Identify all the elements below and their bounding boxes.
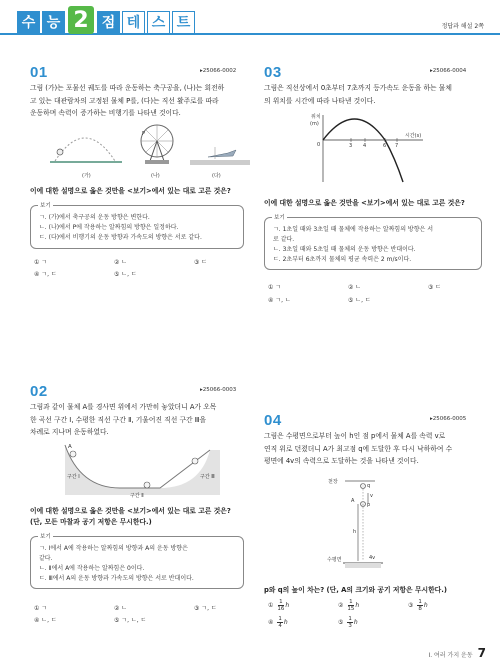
q1-text: 그림 (가)는 포물선 궤도를 따라 운동하는 축구공을, (나)는 회전하 고 있는 대관람차의 고정된 물체 P를, (다)는 직선 활주로를 따라 운동하며 속력이 증가하는 비행기를 나타낸 것이다. <box>30 84 225 117</box>
title-char: 스 <box>147 11 170 34</box>
svg-text:q: q <box>367 483 371 489</box>
q3-prompt: 이에 대한 설명으로 옳은 것만을 <보기>에서 있는 대로 고른 것은? <box>264 199 465 207</box>
svg-text:위치: 위치 <box>311 114 321 120</box>
q1-box: 보기 ㄱ. (가)에서 축구공의 운동 방향은 변한다. ㄴ. (나)에서 P에 작용하는 알짜힘의 방향은 일정하다. ㄷ. (다)에서 비행기의 운동 방향과 가속도의 방향은 서로 같다. <box>30 205 244 249</box>
section-title <box>17 8 197 36</box>
svg-text:p: p <box>367 502 371 508</box>
page-footer <box>428 646 486 660</box>
choice-2[interactable]: ② 1 15 h <box>338 599 360 612</box>
q3-box: 보기 ㄱ. 1초일 때와 3초일 때 물체에 작용하는 알짜힘의 방향은 서 로 같다. ㄴ. 3초일 때와 5초일 때 물체의 운동 방향은 반대이다. ㄷ. 2초부터 6초까지 물체의 평균 속력은 2 m/s이다. <box>264 217 482 270</box>
choice-1[interactable]: ① ㄱ <box>268 284 282 291</box>
q2-label-1: 구간 Ⅰ <box>67 474 80 480</box>
footer-chapter: Ⅰ. 여러 가지 운동 <box>428 652 473 659</box>
q2-text: 그림과 같이 물체 A를 경사면 위에서 가만히 놓았더니 A가 오목 한 곡선 구간 Ⅰ, 수평한 직선 구간 Ⅱ, 기울어진 직선 구간 Ⅲ을 차례로 지나며 운동하였다. <box>30 403 217 436</box>
choice-4[interactable]: ④ ㄱ, ㄴ <box>268 297 291 304</box>
q1-caption-a: (가) <box>82 173 91 179</box>
q4-text: 그림은 수평면으로부터 높이 h인 점 p에서 물체 A를 속력 v로 연직 위로 던졌더니 A가 최고점 q에 도달한 후 다시 낙하하여 수 평면에 4v의 속력으로 도달하는 것을 나타낸 것이다. <box>264 432 453 465</box>
q3-number: 03 <box>264 64 282 81</box>
svg-text:(m): (m) <box>310 121 319 127</box>
q3-text: 그림은 직선상에서 0초부터 7초까지 등가속도 운동을 하는 물체 의 위치를 시간에 따라 나타낸 것이다. <box>264 84 452 105</box>
q1-number: 01 <box>30 64 48 81</box>
choice-5[interactable]: ⑤ ㄱ, ㄴ, ㄷ <box>114 617 147 624</box>
choice-4[interactable]: ④ ㄱ, ㄷ <box>34 271 57 278</box>
q1-label-p: P <box>142 131 146 137</box>
choice-3[interactable]: ③ 1 8 h <box>408 599 428 612</box>
title-number: 2 <box>68 6 94 34</box>
box-tag: 보기 <box>40 534 51 540</box>
q2-code: ▸25066-0003 <box>200 387 237 393</box>
choice-2[interactable]: ② ㄴ <box>348 284 362 291</box>
answer-reference[interactable]: 정답과 해설 2쪽 <box>441 23 484 30</box>
q4-prompt: p와 q의 높이 차는? (단, A의 크기와 공기 저항은 무시한다.) <box>264 586 447 594</box>
q1-prompt: 이에 대한 설명으로 옳은 것만을 <보기>에서 있는 대로 고른 것은? <box>30 187 231 195</box>
choice-1[interactable]: ① ㄱ <box>34 605 48 612</box>
q4-number: 04 <box>264 412 282 429</box>
choice-2[interactable]: ② ㄴ <box>114 605 128 612</box>
box-tag: 보기 <box>40 203 51 209</box>
choice-5[interactable]: ⑤ ㄴ, ㄷ <box>348 297 371 304</box>
choice-5[interactable]: ⑤ ㄴ, ㄷ <box>114 271 137 278</box>
q2-label-2: 구간 Ⅱ <box>130 493 144 499</box>
title-char: 테 <box>122 11 145 34</box>
q1-caption-b: (나) <box>151 173 160 179</box>
choice-3[interactable]: ③ ㄱ, ㄷ <box>194 605 217 612</box>
svg-text:0: 0 <box>317 142 321 148</box>
svg-text:천장: 천장 <box>328 479 338 485</box>
q1-figure <box>50 123 250 171</box>
q4-code: ▸25066-0005 <box>430 416 467 422</box>
svg-text:h: h <box>353 529 357 535</box>
svg-text:3: 3 <box>349 143 353 149</box>
choice-5[interactable]: ⑤ 1 3 h <box>338 616 358 629</box>
q4-figure <box>325 473 405 573</box>
q1-code: ▸25066-0002 <box>200 68 237 74</box>
choice-4[interactable]: ④ ㄴ, ㄷ <box>34 617 57 624</box>
title-char: 능 <box>42 11 65 34</box>
title-char: 트 <box>172 11 195 34</box>
svg-text:시간(s): 시간(s) <box>405 133 422 139</box>
q1-caption-c: (다) <box>212 173 221 179</box>
choice-3[interactable]: ③ ㄷ <box>428 284 442 291</box>
q2-label-3: 구간 Ⅲ <box>200 474 215 480</box>
q2-label-a: A <box>68 444 72 450</box>
q3-code: ▸25066-0004 <box>430 68 467 74</box>
title-char: 수 <box>17 11 40 34</box>
page-number: 7 <box>477 646 486 660</box>
choice-1[interactable]: ① 1 16 h <box>268 599 290 612</box>
svg-text:7: 7 <box>395 143 399 149</box>
box-tag: 보기 <box>274 215 285 221</box>
q4-choices <box>268 599 488 639</box>
svg-text:6: 6 <box>383 143 387 149</box>
choice-2[interactable]: ② ㄴ <box>114 259 128 266</box>
q2-number: 02 <box>30 383 48 400</box>
choice-4[interactable]: ④ 1 4 h <box>268 616 288 629</box>
q3-graph <box>305 110 445 185</box>
q2-figure <box>50 440 230 500</box>
svg-text:4: 4 <box>363 143 367 149</box>
q2-prompt: 이에 대한 설명으로 옳은 것만을 <보기>에서 있는 대로 고른 것은? (단, 모든 마찰과 공기 저항은 무시한다.) <box>30 507 231 526</box>
choice-3[interactable]: ③ ㄷ <box>194 259 208 266</box>
title-char: 점 <box>97 11 120 34</box>
svg-text:v: v <box>370 493 373 499</box>
svg-text:수평면: 수평면 <box>327 557 342 563</box>
choice-1[interactable]: ① ㄱ <box>34 259 48 266</box>
q2-box: 보기 ㄱ. Ⅰ에서 A에 작용하는 알짜힘의 방향과 A의 운동 방향은 같다. ㄴ. Ⅱ에서 A에 작용하는 알짜힘은 0이다. ㄷ. Ⅲ에서 A의 운동 방향과 가속도의 방향은 서로 반대이다. <box>30 536 244 589</box>
svg-text:4v: 4v <box>369 555 376 561</box>
svg-text:A: A <box>351 498 355 504</box>
